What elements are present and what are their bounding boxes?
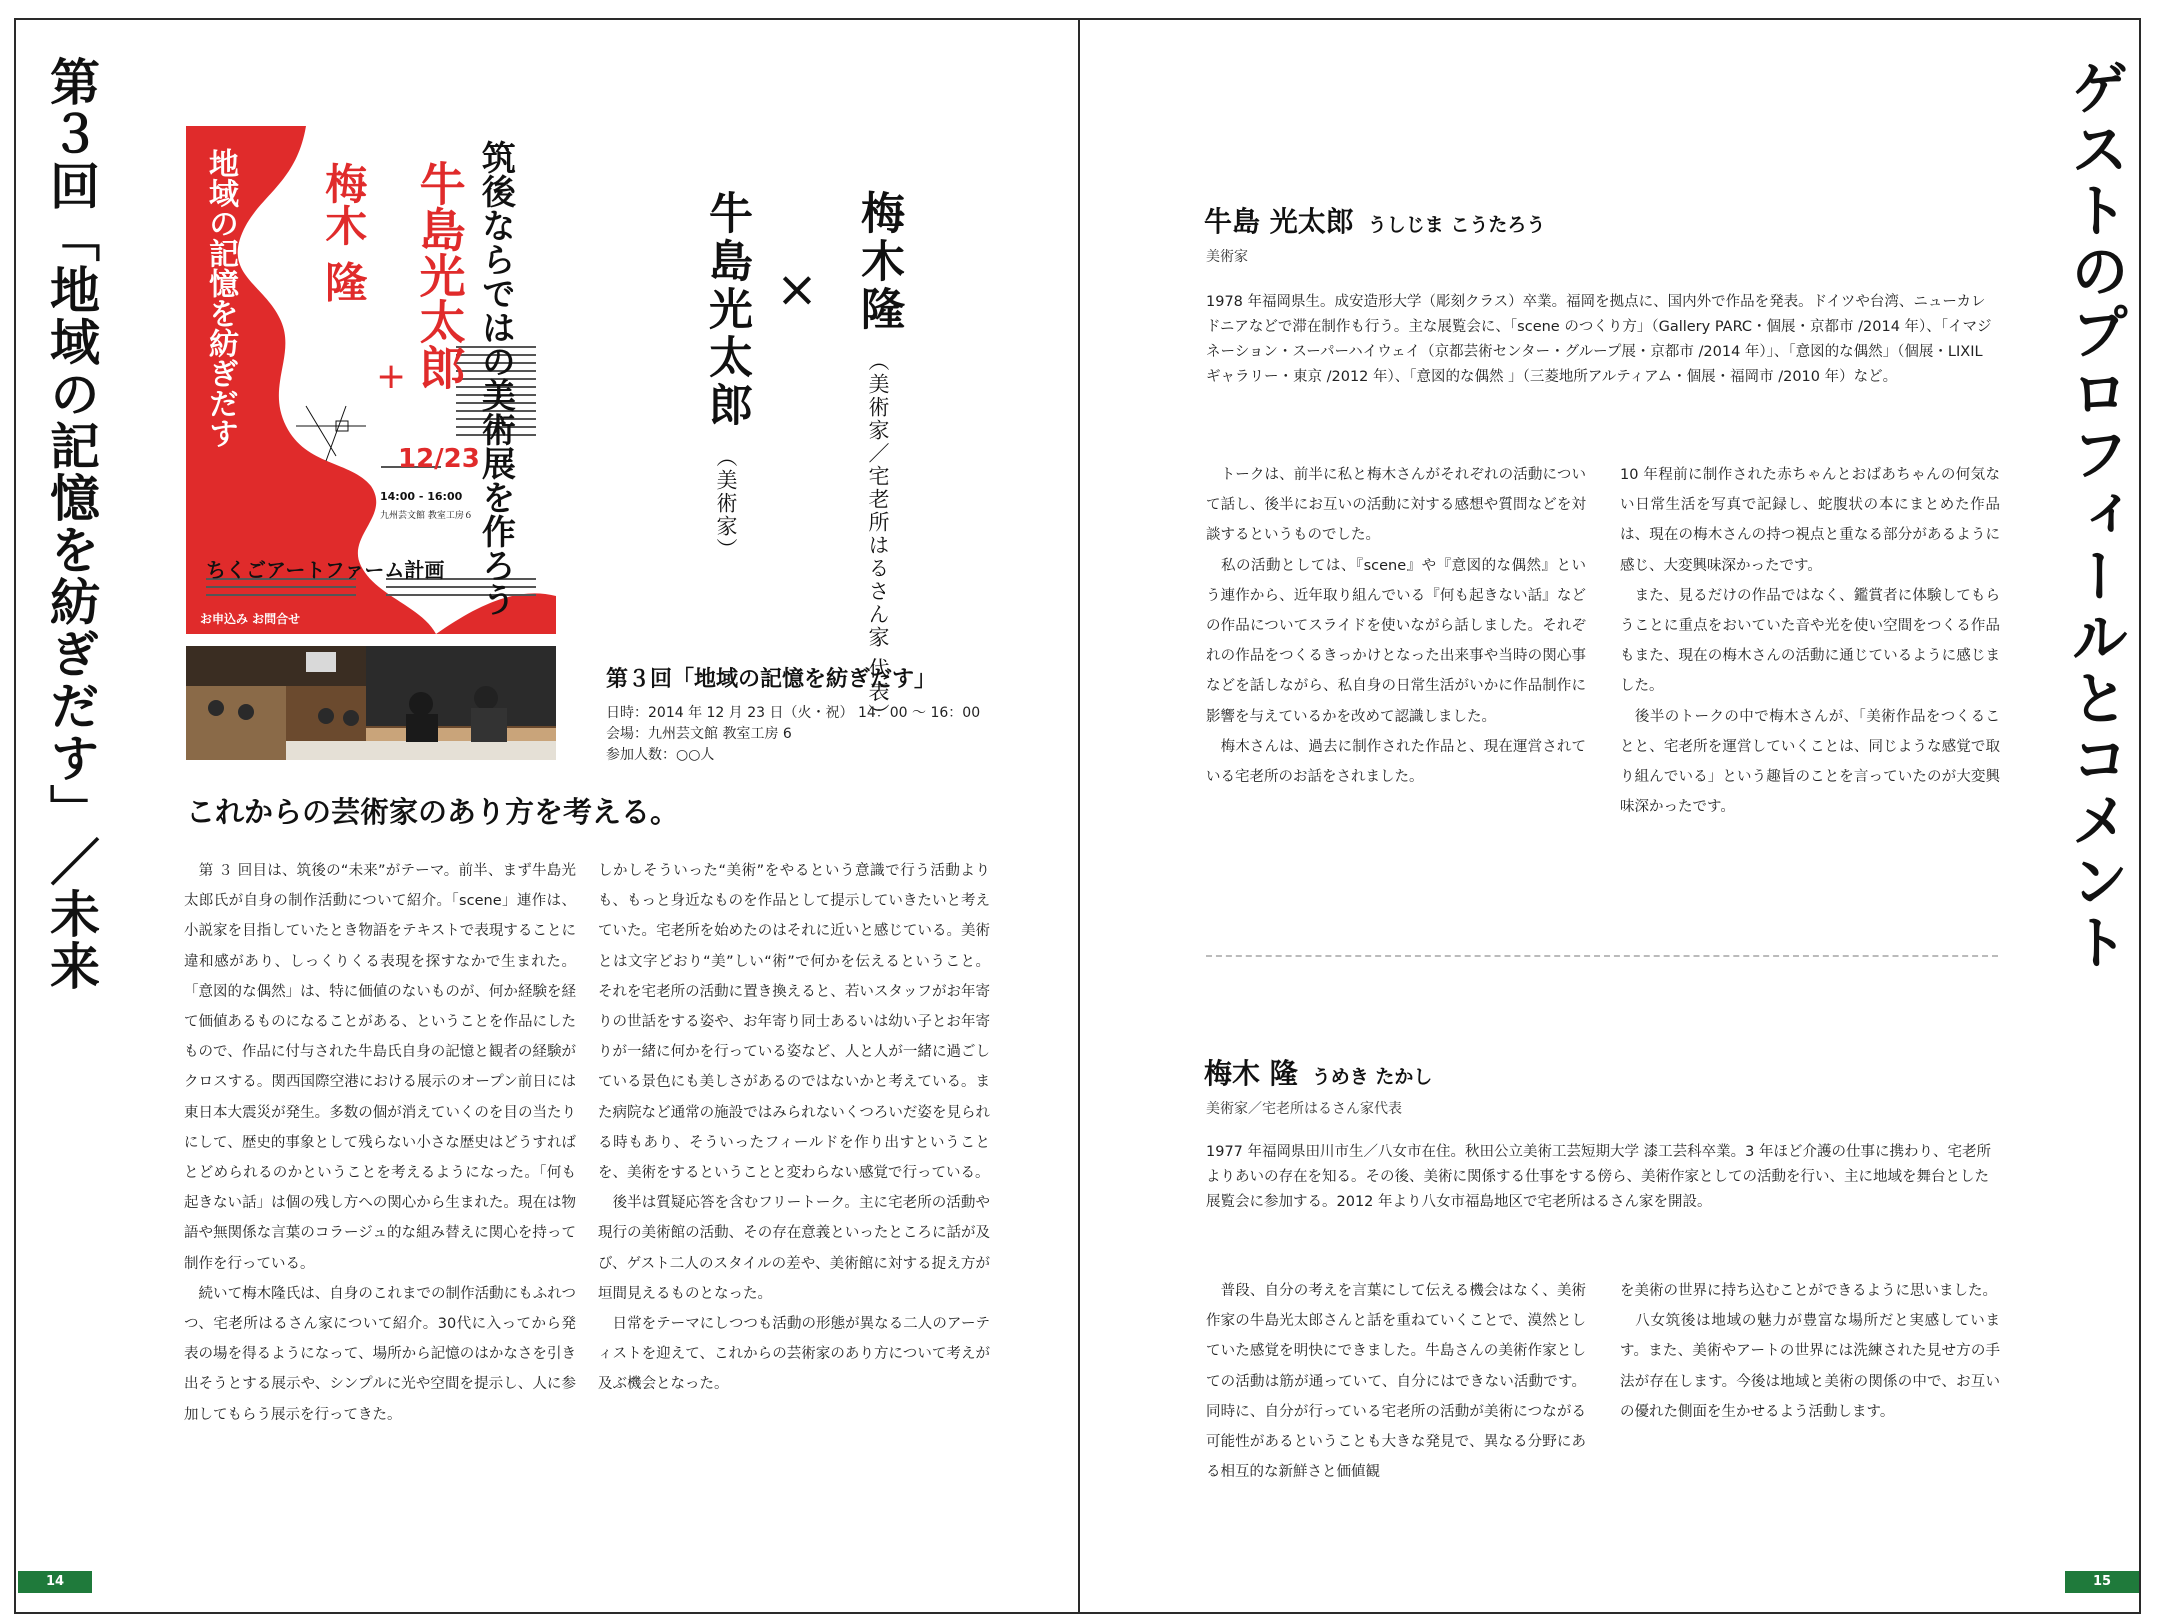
right-vertical-title: ゲストのプロフィールとコメント	[2061, 58, 2129, 973]
poster-date: 12/23	[398, 444, 480, 474]
section-divider	[1206, 955, 1998, 957]
page-gutter	[1078, 20, 1080, 1612]
comment-umeki-column-2	[1620, 1276, 2000, 1427]
profile-name-kana: うめき たかし	[1311, 1066, 1433, 1088]
event-date: 日時：2014 年 12 月 23 日（火・祝） 14：00 ～ 16：00	[606, 705, 981, 721]
comment-ushijima-column-1	[1206, 460, 1586, 792]
comment-paragraph: また、見るだけの作品ではなく、鑑賞者に体験してもらうことに重点をおいていた音や光を使い空間をつくる作品もまた、現在の梅木さんの活動に通じているように感じました。	[1620, 587, 2000, 695]
article-paragraph: 日常をテーマにしつつも活動の形態が異なる二人のアーティストを迎えて、これからの芸術家のあり方について考えが及ぶ機会となった。	[598, 1316, 990, 1393]
comment-paragraph: 私の活動としては、『scene』や『意図的な偶然』という連作から、近年取り組んでいる『何も起きない話』などの作品についてスライドを使いながら話しました。それぞれの作品をつくるきっかけとなった出来事や当時の関心事などを話しながら、私自身の日常生活がいかに作品制作に影響を与えているかを改めて認識しました。	[1206, 557, 1586, 725]
event-info	[606, 662, 980, 766]
poster-farm-title: ちくごアートファーム計画	[206, 558, 445, 582]
poster-apply: お申込み お問合せ	[200, 612, 301, 626]
poster-side-title: 地域の記憶を紡ぎだす	[203, 148, 238, 448]
poster-main-title: 筑後ならではの美術展を作ろう	[475, 140, 516, 616]
times-symbol: ×	[776, 260, 818, 318]
event-title: 第３回「地域の記憶を紡ぎだす」	[606, 667, 937, 692]
comment-paragraph: を美術の世界に持ち込むことができるように思いました。	[1620, 1283, 1997, 1299]
magazine-spread	[14, 18, 2141, 1614]
article-paragraph: 続いて梅木隆氏は、自身のこれまでの制作活動にもふれつつ、宅老所はるさん家について紹介。30代に入ってから発表の場を得るようになって、場所から記憶のはかなさを引き出そうとする展示や、シンプルに光や空間を提示し、人に参加してもらう展示を行ってきた。	[184, 1285, 576, 1423]
profile-umeki-role: 美術家／宅老所はるさん家代表	[1206, 1101, 1402, 1117]
poster-name-1: 牛島光太郎	[412, 160, 467, 390]
profile-ushijima-bio: 1978 年福岡県生。成安造形大学（彫刻クラス）卒業。福岡を拠点に、国内外で作品を発表。ドイツや台湾、ニューカレドニアなどで滞在制作も行う。主な展覧会に、「scene のつくり方」（Gallery PARC・個展・京都市 /2014 年）、「イマジネーション・スーパーハイウェイ（京都芸術センター・グループ展・京都市 /2014 年）」、「意図的な偶然」（個展・LIXIL ギャラリー・東京 /2012 年）、「意図的な偶然 」（三菱地所アルティアム・個展・福岡市 /2010 年）など。	[1206, 294, 1992, 385]
poster-time: 14:00 - 16:00	[380, 490, 463, 503]
guest-ushijima-name: 牛島光太郎	[701, 190, 752, 430]
article-heading: これからの芸術家のあり方を考える。	[186, 795, 680, 829]
comment-paragraph: 後半のトークの中で梅木さんが、「美術作品をつくることと、宅老所を運営していくことは、同じような感覚で取り組んでいる」という趣旨のことを言っていたのが大変興味深かったです。	[1620, 708, 2000, 816]
comment-umeki-column-1	[1206, 1276, 1586, 1487]
profile-umeki-name	[1204, 1052, 1432, 1092]
comment-paragraph: 八女筑後は地域の魅力が豊富な場所だと実感しています。また、美術やアートの世界には洗練された見せ方の手法が存在します。今後は地域と美術の関係の中で、お互いの優れた側面を生かせるよう活動します。	[1620, 1313, 2000, 1420]
article-column-1	[184, 856, 576, 1430]
profile-name-text: 梅木 隆	[1204, 1057, 1298, 1090]
event-photo	[186, 646, 556, 760]
svg-text:+: +	[376, 356, 407, 397]
profile-ushijima-role: 美術家	[1206, 249, 1248, 265]
profile-umeki-bio: 1977 年福岡県田川市生／八女市在住。秋田公立美術工芸短期大学 漆工芸科卒業。3 年ほど介護の仕事に携わり、宅老所よりあいの存在を知る。その後、美術に関係する仕事をする傍ら、美術作家としての活動を行い、主に地域を舞台とした展覧会に参加する。2012 年より八女市福島地区で宅老所はるさん家を開設。	[1206, 1144, 1991, 1210]
event-venue: 会場：九州芸文館 教室工房 6	[606, 726, 792, 742]
comment-paragraph: 梅木さんは、過去に制作された作品と、現在運営されている宅老所のお話をされました。	[1206, 738, 1586, 786]
article-paragraph: 第 ３ 回目は、筑後の“未来”がテーマ。前半、まず牛島光太郎氏が自身の制作活動について紹介。「scene」連作は、小説家を目指していたとき物語をテキストで表現することに違和感があり、しっくりくる表現を探すなかで生まれた。「意図的な偶然」は、特に価値のないものが、何か経験を経て価値あるものになることがある、ということを作品にしたもので、作品に付与された牛島氏自身の記憶と観者の経験がクロスする。関西国際空港における展示のオープン前日には東日本大震災が発生。多数の個が消えていくのを目の当たりにして、歴史的事象として残らない小さな歴史はどうすればとどめられるのかということを考えるようになった。「何も起きない話」は個の残し方への関心から生まれた。現在は物語や無関係な言葉のコラージュ的な組み替えに関心を持って制作を行っている。	[184, 863, 576, 1272]
guest-umeki-role: （美術家／宅老所はるさん家 代表）	[866, 349, 890, 727]
event-photo-image	[186, 646, 556, 760]
comment-paragraph: 10 年程前に制作された赤ちゃんとおばあちゃんの何気ない日常生活を写真で記録し、蛇腹状の本にまとめた作品は、現在の梅木さんの持つ視点と重なる部分があるように感じ、大変興味深かったです。	[1620, 467, 2000, 574]
guest-ushijima-vertical	[694, 190, 758, 561]
comment-ushijima-column-2	[1620, 460, 2000, 822]
profile-name-text: 牛島 光太郎	[1204, 205, 1354, 238]
poster-venue: 九州芸文館 教室工房６	[380, 511, 473, 521]
event-attendance: 参加人数：○○人	[606, 747, 715, 763]
comment-paragraph: トークは、前半に私と梅木さんがそれぞれの活動について話し、後半にお互いの活動に対する感想や質問などを対談するというものでした。	[1206, 467, 1586, 544]
page-number-left: 14	[18, 1571, 92, 1593]
profile-name-kana: うしじま こうたろう	[1367, 214, 1546, 236]
comment-paragraph: 普段、自分の考えを言葉にして伝える機会はなく、美術作家の牛島光太郎さんと話を重ねていくことで、漠然としていた感覚を明快にできました。牛島さんの美術作家としての活動は筋が通っていて、自分にはできない活動です。同時に、自分が行っている宅老所の活動が美術につながる可能性があるということも大きな発見で、異なる分野にある相互的な新鮮さと価値観	[1206, 1283, 1586, 1481]
poster-name-2: 梅木 隆	[319, 162, 369, 303]
left-vertical-title: 第３回「地域の記憶を紡ぎだす」／未来	[42, 56, 100, 992]
article-paragraph: しかしそういった“美術”をやるという意識で行う活動よりも、もっと身近なものを作品として提示していきたいと考えていた。宅老所を始めたのはそれに近いと感じている。美術とは文字どおり“美”しい“術”で何かを伝えるということ。それを宅老所の活動に置き換えると、若いスタッフがお年寄りの世話をする姿や、お年寄り同士あるいは幼い子とお年寄りが一緒に何かを行っている姿など、人と人が一緒に過ごしている景色にも美しさがあるのではないかと考えている。また病院など通常の施設ではみられないくつろいだ姿を見られる時もあり、そういったフィールドを作り出すということを、美術をするということと変わらない感覚で行っている。	[598, 863, 990, 1182]
profile-ushijima-name	[1204, 200, 1545, 240]
guest-ushijima-role: （美術家）	[714, 445, 738, 561]
article-column-2	[598, 856, 990, 1400]
event-poster	[186, 126, 556, 634]
article-paragraph: 後半は質疑応答を含むフリートーク。主に宅老所の活動や現行の美術館の活動、その存在意義といったところに話が及び、ゲスト二人のスタイルの差や、美術館に対する捉え方が垣間見えるものとなった。	[598, 1195, 990, 1302]
guest-umeki-name: 梅木隆	[853, 190, 904, 334]
page-number-right: 15	[2065, 1571, 2139, 1593]
guest-umeki-vertical	[846, 190, 910, 726]
